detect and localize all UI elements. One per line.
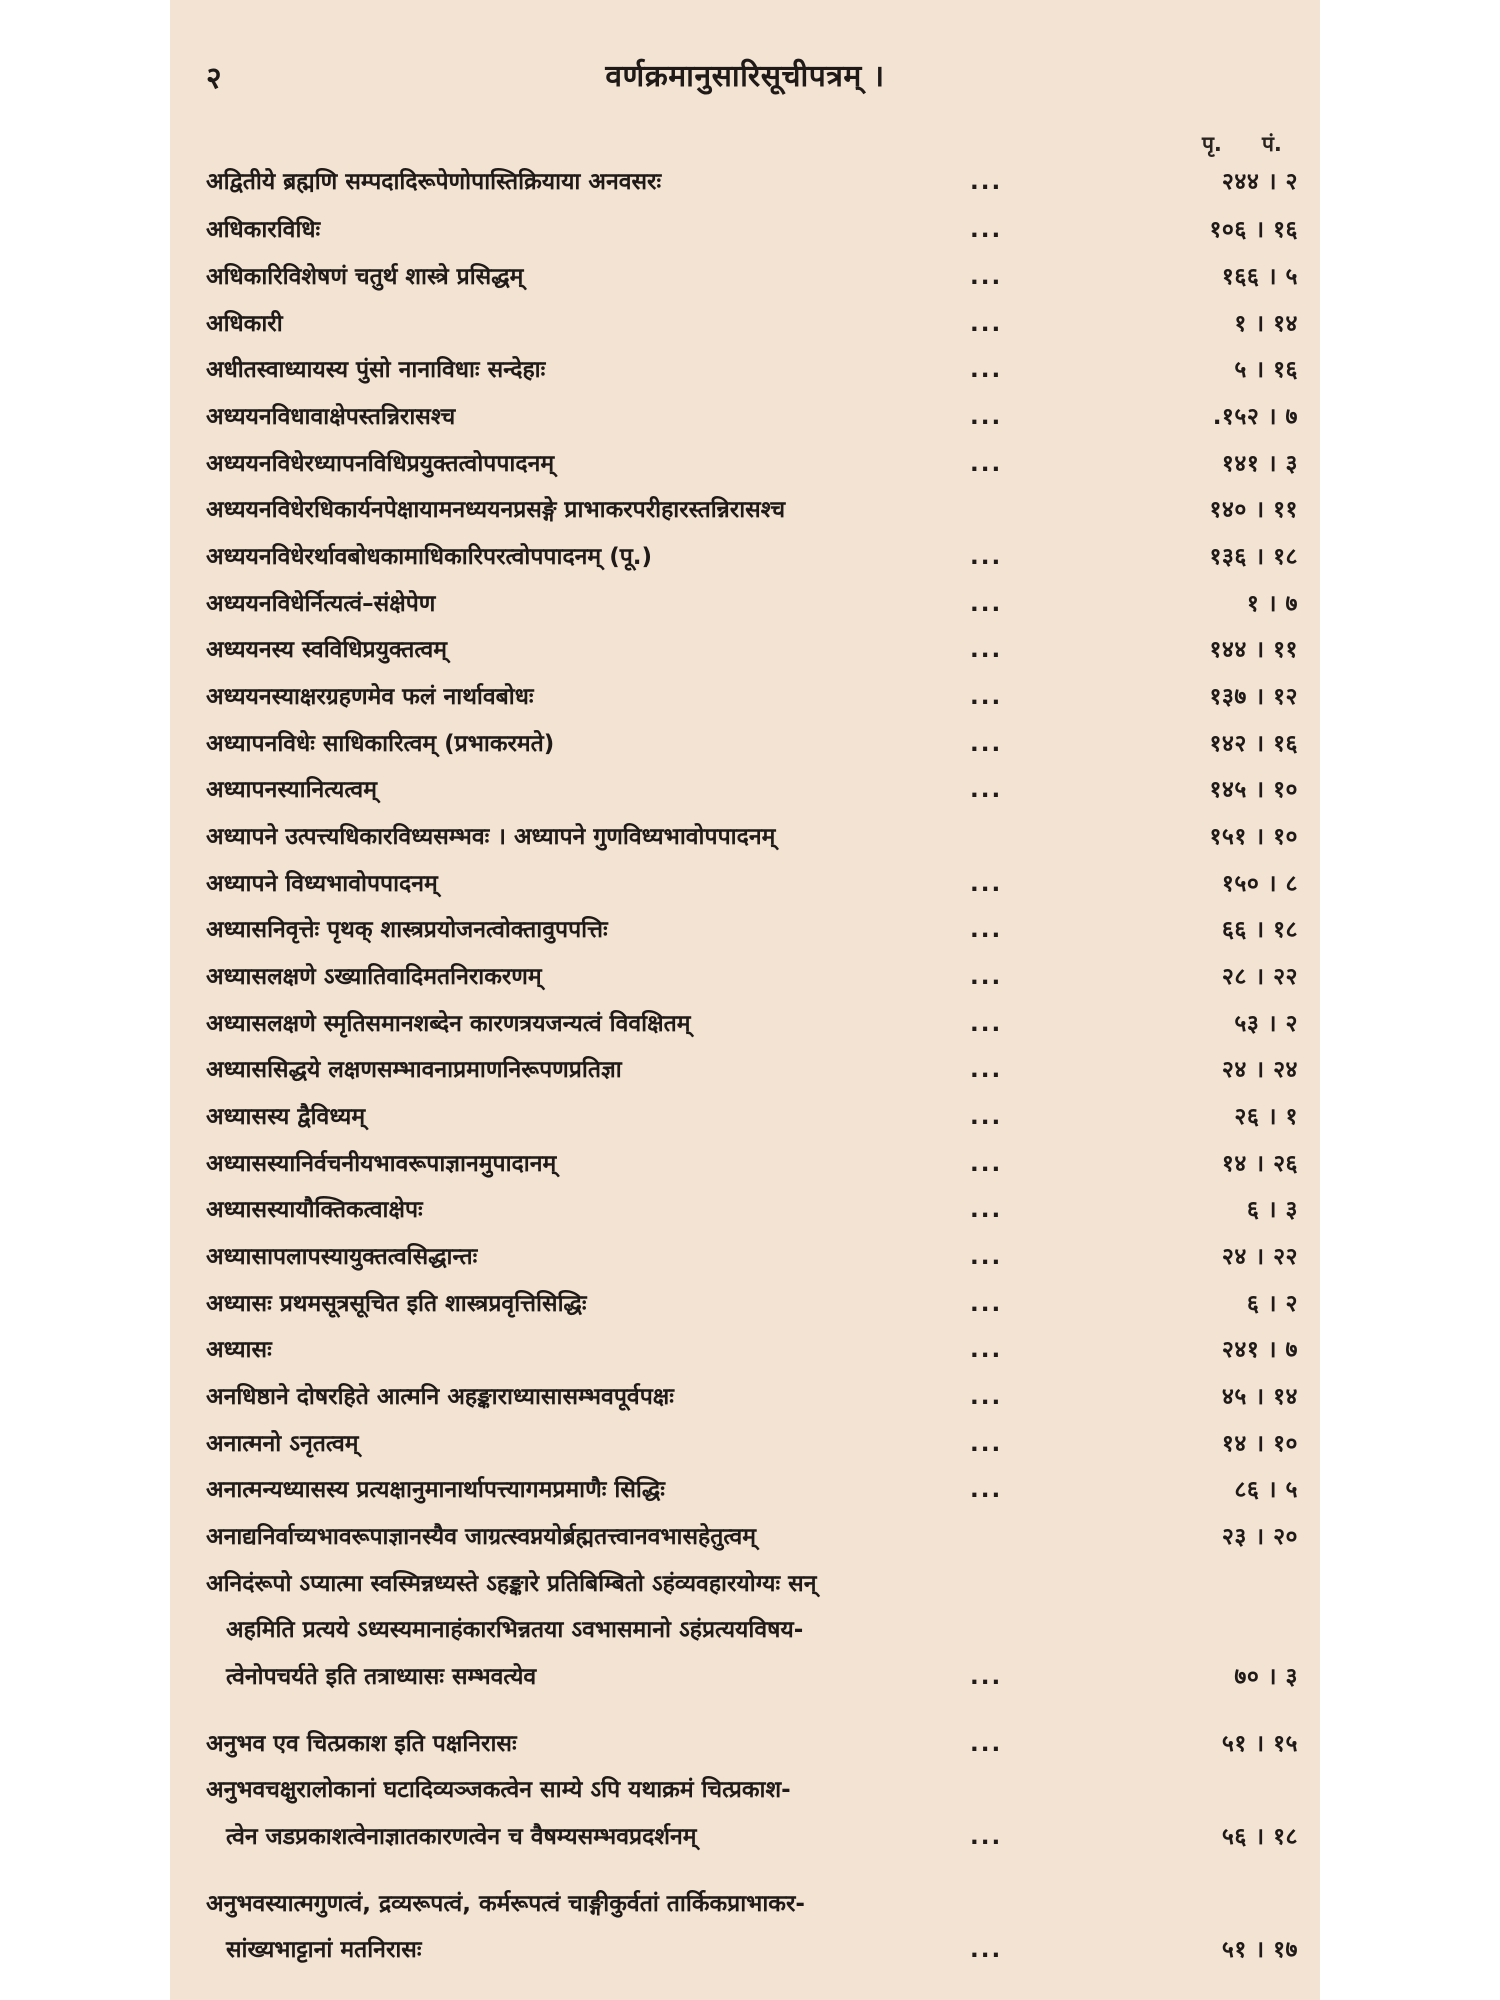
entry-text: अध्यासः प्रथमसूत्रसूचित इति शास्त्रप्रवृत्तिसिद्धिः — [206, 1291, 587, 1317]
entry-leader-dots: ... — [970, 1664, 1003, 1690]
entry-text: अनिदंरूपो ऽप्यात्मा स्वस्मिन्नध्यस्ते ऽहङ्कारे प्रतिबिम्बितो ऽहंव्यवहारयोग्यः सन् — [206, 1571, 817, 1597]
entry-text: अध्यासस्यायौक्तिकत्वाक्षेपः — [206, 1197, 423, 1223]
entry-leader-dots: ... — [970, 169, 1003, 195]
book-page — [170, 0, 1320, 2000]
entry-text: अध्ययनविधेरर्थावबोधकामाधिकारिपरत्वोपपादनम् (पू.) — [206, 544, 653, 570]
entry-text: अध्यापने विध्यभावोपपादनम् — [206, 871, 438, 897]
index-entry — [170, 1768, 1320, 1812]
column-header-page: पृ. — [1202, 132, 1222, 156]
entry-leader-dots: ... — [970, 451, 1003, 477]
index-entry — [170, 1928, 1320, 1972]
entry-page-line-ref: ६६ । १८ — [1221, 917, 1298, 943]
entry-text: अनात्मनो ऽनृतत्वम् — [206, 1431, 359, 1457]
entry-leader-dots: ... — [970, 871, 1003, 897]
entry-text: अध्ययनविधेर्नित्यत्वं–संक्षेपेण — [206, 591, 436, 617]
index-entry — [170, 160, 1320, 204]
entry-leader-dots: ... — [970, 1011, 1003, 1037]
index-entry — [170, 582, 1320, 626]
entry-page-line-ref: ५३ । २ — [1234, 1011, 1298, 1037]
index-entry — [170, 395, 1320, 439]
entry-page-line-ref: १४० । ११ — [1209, 497, 1298, 523]
entry-leader-dots: ... — [970, 1151, 1003, 1177]
index-entry — [170, 722, 1320, 766]
entry-page-line-ref: ४५ । १४ — [1221, 1384, 1298, 1410]
entry-text: सांख्यभाट्टानां मतनिरासः — [226, 1937, 422, 1963]
column-headers — [170, 130, 1320, 164]
index-entry — [170, 255, 1320, 299]
page-number: २ — [206, 61, 222, 96]
entry-leader-dots: ... — [970, 311, 1003, 337]
entry-text: अध्यापनस्यानित्यत्वम् — [206, 777, 377, 803]
entry-page-line-ref: १५१ । १० — [1209, 824, 1298, 850]
index-entry — [170, 1328, 1320, 1372]
entry-text: अध्यासस्यानिर्वचनीयभावरूपाज्ञानमुपादानम् — [206, 1151, 557, 1177]
entry-leader-dots: ... — [970, 1057, 1003, 1083]
entry-text: अनधिष्ठाने दोषरहिते आत्मनि अहङ्काराध्यासासम्भवपूर्वपक्षः — [206, 1384, 674, 1410]
index-entry — [170, 1515, 1320, 1559]
index-entry — [170, 442, 1320, 486]
entry-page-line-ref: १४ । १० — [1221, 1431, 1298, 1457]
entry-text: अध्यासलक्षणे स्मृतिसमानशब्देन कारणत्रयजन्यत्वं विवक्षितम् — [206, 1011, 691, 1037]
entry-leader-dots: ... — [970, 1291, 1003, 1317]
entry-page-line-ref: १३६ । १८ — [1209, 544, 1298, 570]
running-title: वर्णक्रमानुसारिसूचीपत्रम् । — [605, 59, 885, 94]
entry-page-line-ref: १४ । २६ — [1221, 1151, 1298, 1177]
entry-text: अनुभवस्यात्मगुणत्वं, द्रव्यरूपत्वं, कर्मरूपत्वं चाङ्गीकुर्वतां तार्किकप्राभाकर- — [206, 1891, 805, 1917]
index-entry — [170, 1882, 1320, 1926]
entry-page-line-ref: १०६ । १६ — [1209, 217, 1298, 243]
entry-leader-dots: ... — [970, 731, 1003, 757]
index-entry — [170, 1095, 1320, 1139]
entry-page-line-ref: २६ । १ — [1234, 1104, 1298, 1130]
index-entry — [170, 862, 1320, 906]
entry-leader-dots: ... — [970, 1384, 1003, 1410]
index-entry — [170, 1608, 1320, 1652]
index-entry — [170, 1375, 1320, 1419]
entry-text: अध्ययनविधेरध्यापनविधिप्रयुक्तत्वोपपादनम् — [206, 451, 555, 477]
index-entry — [170, 1562, 1320, 1606]
entry-leader-dots: ... — [970, 964, 1003, 990]
entry-leader-dots: ... — [970, 777, 1003, 803]
entry-text: अध्यासलक्षणे ऽख्यातिवादिमतनिराकरणम् — [206, 964, 542, 990]
entry-page-line-ref: १४४ । ११ — [1209, 637, 1298, 663]
page-margin — [1320, 0, 1500, 2000]
entry-page-line-ref: २४ । २२ — [1221, 1244, 1298, 1270]
entry-text: अध्ययनस्याक्षरग्रहणमेव फलं नार्थावबोधः — [206, 684, 534, 710]
column-header-line: पं. — [1262, 132, 1282, 156]
entry-text: अनुभवचक्षुरालोकानां घटादिव्यञ्जकत्वेन साम्ये ऽपि यथाक्रमं चित्प्रकाश- — [206, 1777, 791, 1803]
entry-page-line-ref: १४२ । १६ — [1209, 731, 1298, 757]
entry-page-line-ref: ६ । २ — [1246, 1291, 1298, 1317]
index-entry — [170, 768, 1320, 812]
entry-text: अध्यासः — [206, 1337, 272, 1363]
entry-leader-dots: ... — [970, 637, 1003, 663]
entry-leader-dots: ... — [970, 1477, 1003, 1503]
entry-leader-dots: ... — [970, 1824, 1003, 1850]
entry-leader-dots: ... — [970, 1337, 1003, 1363]
page-header — [170, 52, 1320, 96]
entry-leader-dots: ... — [970, 544, 1003, 570]
index-entry — [170, 302, 1320, 346]
index-entry — [170, 1002, 1320, 1046]
index-entry — [170, 488, 1320, 532]
entry-page-line-ref: ५ । १६ — [1234, 357, 1298, 383]
entry-text: अध्ययनविधावाक्षेपस्तन्निरासश्च — [206, 404, 456, 430]
entry-page-line-ref: ५६ । १८ — [1221, 1824, 1298, 1850]
entry-text: अनुभव एव चित्प्रकाश इति पक्षनिरासः — [206, 1731, 517, 1757]
entry-leader-dots: ... — [970, 217, 1003, 243]
entry-text: अध्ययनविधेरधिकार्यनपेक्षायामनध्ययनप्रसङ्गे प्राभाकरपरीहारस्तन्निरासश्च — [206, 497, 786, 523]
entry-page-line-ref: ७० । ३ — [1234, 1664, 1298, 1690]
entry-leader-dots: ... — [970, 404, 1003, 430]
index-entry — [170, 1235, 1320, 1279]
entry-page-line-ref: १ । १४ — [1234, 311, 1298, 337]
entry-text: अध्यापनविधेः साधिकारित्वम् (प्रभाकरमते) — [206, 731, 555, 757]
index-entry — [170, 208, 1320, 252]
index-entry — [170, 1815, 1320, 1859]
entry-page-line-ref: १ । ७ — [1246, 591, 1298, 617]
entry-page-line-ref: २४१ । ७ — [1221, 1337, 1298, 1363]
entry-text: अध्ययनस्य स्वविधिप्रयुक्तत्वम् — [206, 637, 448, 663]
entry-page-line-ref: १४१ । ३ — [1221, 451, 1298, 477]
entry-text: अध्यासनिवृत्तेः पृथक् शास्त्रप्रयोजनत्वोक्तावुपपत्तिः — [206, 917, 608, 943]
entry-leader-dots: ... — [970, 1937, 1003, 1963]
entry-leader-dots: ... — [970, 264, 1003, 290]
index-entry — [170, 628, 1320, 672]
entry-page-line-ref: १६६ । ५ — [1221, 264, 1298, 290]
entry-text: अध्यासापलापस्यायुक्तत्वसिद्धान्तः — [206, 1244, 478, 1270]
index-entry — [170, 1048, 1320, 1092]
entry-leader-dots: ... — [970, 1431, 1003, 1457]
index-entry — [170, 1722, 1320, 1766]
entry-leader-dots: ... — [970, 1244, 1003, 1270]
entry-text: अनात्मन्यध्यासस्य प्रत्यक्षानुमानार्थापत्त्यागमप्रमाणैः सिद्धिः — [206, 1477, 665, 1503]
index-entry — [170, 535, 1320, 579]
entry-text: त्वेन जडप्रकाशत्वेनाज्ञातकारणत्वेन च वैषम्यसम्भवप्रदर्शनम् — [226, 1824, 697, 1850]
entry-text: अधिकारी — [206, 311, 283, 337]
index-entry — [170, 675, 1320, 719]
index-entry — [170, 1142, 1320, 1186]
entry-leader-dots: ... — [970, 1197, 1003, 1223]
entry-page-line-ref: २४ । २४ — [1221, 1057, 1298, 1083]
entry-page-line-ref: १३७ । १२ — [1209, 684, 1298, 710]
entry-text: अधिकारिविशेषणं चतुर्थ शास्त्रे प्रसिद्धम् — [206, 264, 524, 290]
entry-text: अधिकारविधिः — [206, 217, 321, 243]
index-entry — [170, 1655, 1320, 1699]
index-entry — [170, 908, 1320, 952]
index-entry — [170, 815, 1320, 859]
entry-page-line-ref: १४५ । १० — [1209, 777, 1298, 803]
entry-page-line-ref: ६ । ३ — [1246, 1197, 1298, 1223]
entry-leader-dots: ... — [970, 591, 1003, 617]
entry-text: अहमिति प्रत्यये ऽध्यस्यमानाहंकारभिन्नतया ऽवभासमानो ऽहंप्रत्ययविषय- — [226, 1617, 804, 1643]
index-entry — [170, 1422, 1320, 1466]
entry-page-line-ref: २८ । २२ — [1221, 964, 1298, 990]
entry-text: अध्यासस्य द्वैविध्यम् — [206, 1104, 366, 1130]
entry-text: अद्वितीये ब्रह्मणि सम्पदादिरूपेणोपास्तिक्रियाया अनवसरः — [206, 169, 662, 195]
entry-page-line-ref: ८६ । ५ — [1234, 1477, 1298, 1503]
index-entry — [170, 1282, 1320, 1326]
entry-leader-dots: ... — [970, 357, 1003, 383]
entry-page-line-ref: १५० । ८ — [1221, 871, 1298, 897]
entry-page-line-ref: .१५२ । ७ — [1212, 404, 1298, 430]
index-entry — [170, 955, 1320, 999]
entry-text: अध्याससिद्धये लक्षणसम्भावनाप्रमाणनिरूपणप्रतिज्ञा — [206, 1057, 622, 1083]
entry-page-line-ref: २४४ । २ — [1221, 169, 1298, 195]
index-entry — [170, 1468, 1320, 1512]
entry-page-line-ref: ५१ । १७ — [1221, 1937, 1298, 1963]
entry-leader-dots: ... — [970, 684, 1003, 710]
entry-text: त्वेनोपचर्यते इति तत्राध्यासः सम्भवत्येव — [226, 1664, 537, 1690]
entry-text: अनाद्यनिर्वाच्यभावरूपाज्ञानस्यैव जाग्रत्स्वप्नयोर्ब्रह्मतत्त्वानवभासहेतुत्वम् — [206, 1524, 757, 1550]
entry-text: अधीतस्वाध्यायस्य पुंसो नानाविधाः सन्देहाः — [206, 357, 546, 383]
index-entry — [170, 1188, 1320, 1232]
entry-leader-dots: ... — [970, 1104, 1003, 1130]
entry-text: अध्यापने उत्पत्त्यधिकारविध्यसम्भवः । अध्यापने गुणविध्यभावोपपादनम् — [206, 824, 776, 850]
entry-page-line-ref: ५१ । १५ — [1221, 1731, 1298, 1757]
entry-leader-dots: ... — [970, 917, 1003, 943]
entry-page-line-ref: २३ । २० — [1221, 1524, 1298, 1550]
entry-leader-dots: ... — [970, 1731, 1003, 1757]
index-entry — [170, 348, 1320, 392]
